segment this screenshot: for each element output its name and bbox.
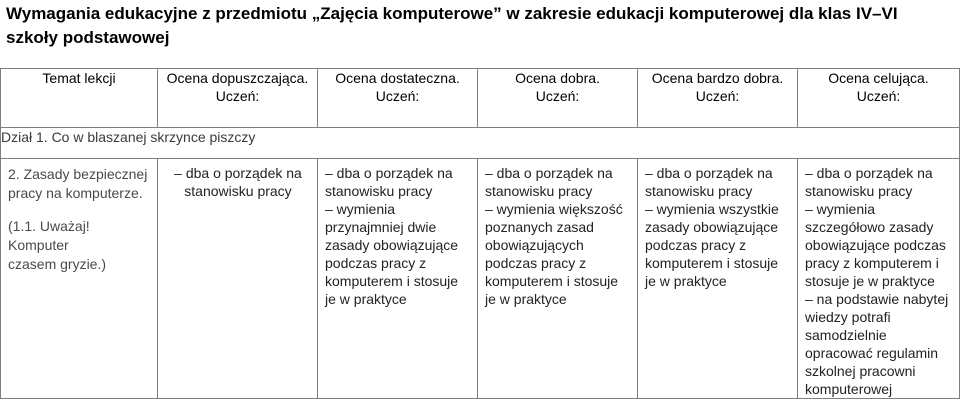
requirement-line: samodzielnie bbox=[805, 327, 887, 343]
requirement-line: poznanych zasad bbox=[485, 219, 594, 235]
requirement-line: stanowisku pracy bbox=[184, 183, 292, 199]
requirement-line: – dba o porządek na bbox=[645, 165, 773, 181]
requirements-table bbox=[0, 68, 960, 399]
requirement-line: szczegółowo zasady bbox=[805, 219, 934, 235]
grade-cell-bardzo-dobra bbox=[638, 159, 798, 399]
table-row bbox=[1, 159, 960, 399]
requirement-line: stanowisku pracy bbox=[485, 183, 593, 199]
requirement-line: stanowisku pracy bbox=[325, 183, 433, 199]
requirement-line: – wymienia bbox=[325, 201, 396, 217]
requirement-line: je w praktyce bbox=[485, 291, 567, 307]
header-grade-bardzo-dobra: Ocena bardzo dobra. Uczeń: bbox=[638, 69, 798, 128]
requirement-line: – dba o porządek na bbox=[485, 165, 613, 181]
requirement-line: zasady obowiązujące bbox=[645, 219, 779, 235]
requirement-line: opracować regulamin bbox=[805, 345, 939, 361]
requirement-line: szkolnej pracowni bbox=[805, 363, 916, 379]
requirement-line: podczas pracy z bbox=[325, 255, 427, 271]
header-row bbox=[1, 69, 960, 128]
requirement-line: stanowisku pracy bbox=[645, 183, 753, 199]
requirement-line: komputerowej bbox=[805, 381, 893, 397]
requirement-line: komputerem i stosuje bbox=[325, 273, 459, 289]
header-grade-celujaca: Ocena celująca. Uczeń: bbox=[798, 69, 960, 128]
grade-cell-dostateczna bbox=[318, 159, 478, 399]
header-grade-dobra: Ocena dobra. Uczeń: bbox=[478, 69, 638, 128]
requirement-line: stosuje je w praktyce bbox=[805, 273, 935, 289]
requirement-line: – dba o porządek na bbox=[805, 165, 933, 181]
requirement-line: – dba o porządek na bbox=[325, 165, 453, 181]
document-title: Wymagania edukacyjne z przedmiotu „Zajęcia komputerowe” w zakresie edukacji komputerowej dla klas IV–VI szkoły podstawowej bbox=[6, 4, 898, 47]
requirement-line: wiedzy potrafi bbox=[805, 309, 891, 325]
requirement-line: je w praktyce bbox=[325, 291, 407, 307]
header-grade-dostateczna: Ocena dostateczna. Uczeń: bbox=[318, 69, 478, 128]
requirement-line: obowiązujące podczas bbox=[805, 237, 946, 253]
requirement-line: – wymienia bbox=[805, 201, 876, 217]
requirement-line: pracy z komputerem i bbox=[805, 255, 939, 271]
grade-cell-dobra bbox=[478, 159, 638, 399]
requirement-line: komputerem i stosuje bbox=[645, 255, 779, 271]
section-row bbox=[1, 128, 960, 159]
grade-cell-celujaca bbox=[798, 159, 960, 399]
requirement-line: – wymienia większość bbox=[485, 201, 623, 217]
requirement-line: stanowisku pracy bbox=[805, 183, 913, 199]
requirement-line: – wymienia wszystkie bbox=[645, 201, 779, 217]
requirement-line: podczas pracy z bbox=[485, 255, 587, 271]
requirement-line: obowiązujących bbox=[485, 237, 584, 253]
header-topic: Temat lekcji bbox=[1, 69, 158, 128]
requirement-line: zasady obowiązujące bbox=[325, 237, 459, 253]
requirement-line: podczas pracy z bbox=[645, 237, 747, 253]
header-grade-dopuszczajaca: Ocena dopuszczająca. Uczeń: bbox=[158, 69, 318, 128]
requirement-line: – dba o porządek na bbox=[174, 165, 302, 181]
requirement-line: je w praktyce bbox=[645, 273, 727, 289]
requirement-line: przynajmniej dwie bbox=[325, 219, 437, 235]
requirement-line: – na podstawie nabytej bbox=[805, 291, 949, 307]
lesson-topic-cell: 2. Zasady bezpiecznej pracy na komputerze. (1.1. Uważaj! Komputer czasem gryzie.) bbox=[1, 159, 158, 399]
grade-cell-dopuszczajaca bbox=[158, 159, 318, 399]
section-title: Dział 1. Co w blaszanej skrzynce piszczy bbox=[1, 128, 960, 159]
requirement-line: komputerem i stosuje bbox=[485, 273, 619, 289]
